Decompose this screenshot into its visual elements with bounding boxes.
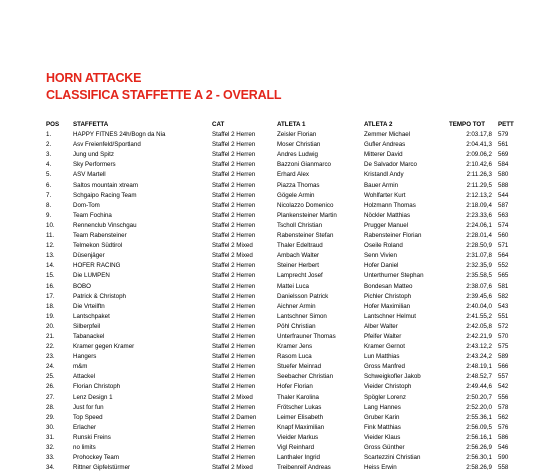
table-row (46, 413, 514, 423)
cell-team: Prohockey Team (73, 454, 119, 462)
cell-category: Staffel 2 Herren (212, 343, 256, 351)
cell-total-time: 2:48.19,1 (466, 363, 492, 371)
cell-team: Sky Performers (73, 161, 116, 169)
cell-team: Attackel (73, 373, 96, 381)
cell-total-time: 2:43.24,2 (466, 353, 492, 361)
cell-bib: 561 (498, 141, 509, 149)
cell-bib: 590 (498, 454, 509, 462)
cell-position: 23. (46, 353, 55, 361)
cell-bib: 560 (498, 232, 509, 240)
table-row (46, 292, 514, 302)
cell-category: Staffel 2 Herren (212, 403, 256, 411)
cell-athlete-2: Gross Günther (364, 444, 405, 451)
cell-athlete-2: Senn Vivien (364, 252, 397, 260)
table-row (46, 160, 514, 170)
cell-total-time: 2:50.20,7 (466, 393, 492, 401)
cell-bib: 570 (498, 332, 509, 340)
cell-team: Lantschpaket (73, 312, 110, 320)
cell-position: 30. (46, 423, 55, 431)
table-row (46, 150, 514, 160)
cell-athlete-1: Frötscher Lukas (277, 403, 322, 411)
column-header-athlete-1: ATLETA 1 (277, 121, 306, 128)
cell-total-time: 2:48.52,7 (466, 373, 492, 381)
cell-athlete-2: Schweigkofler Jakob (364, 373, 421, 381)
cell-position: 31. (46, 433, 55, 441)
column-header-team: STAFFETTA (73, 121, 109, 128)
cell-bib: 566 (498, 363, 509, 371)
cell-athlete-1: Plankensteiner Martin (277, 211, 337, 219)
cell-total-time: 2:41.55,2 (466, 312, 492, 320)
cell-category: Staffel 2 Mixed (212, 393, 253, 401)
cell-position: 10. (46, 221, 55, 229)
cell-team: Team Rabensteiner (73, 232, 127, 240)
cell-position: 3. (46, 151, 52, 159)
column-header-athlete-2: ATLETA 2 (364, 121, 393, 128)
cell-total-time: 2:12.13,2 (466, 191, 492, 199)
cell-total-time: 2:35.58,5 (466, 272, 492, 280)
cell-position: 7. (46, 191, 52, 199)
cell-category: Staffel 2 Herren (212, 171, 256, 179)
cell-bib: 584 (498, 161, 509, 169)
results-table (46, 120, 514, 473)
cell-total-time: 2:58.26,9 (466, 464, 492, 472)
cell-athlete-1: Treibenreif Andreas (277, 464, 331, 472)
table-body (46, 130, 514, 473)
cell-athlete-2: Pfeifer Walter (364, 332, 402, 340)
cell-total-time: 2:18.09,4 (466, 201, 492, 209)
cell-bib: 586 (498, 433, 509, 441)
cell-total-time: 2:49.44,6 (466, 383, 492, 391)
table-row (46, 463, 514, 473)
cell-athlete-1: Andres Ludwig (277, 151, 318, 159)
table-row (46, 443, 514, 453)
cell-athlete-1: Rabensteiner Stefan (277, 232, 334, 240)
cell-bib: 543 (498, 302, 509, 310)
cell-team: Die LUMPEN (73, 272, 110, 280)
cell-athlete-1: Gögele Armin (277, 191, 315, 199)
cell-position: 14. (46, 262, 55, 270)
table-row (46, 181, 514, 191)
cell-category: Staffel 2 Damen (212, 413, 257, 421)
cell-athlete-2: Kristandl Andy (364, 171, 404, 179)
cell-total-time: 2:23.33,6 (466, 211, 492, 219)
cell-position: 15. (46, 272, 55, 280)
cell-athlete-2: Prugger Manuel (364, 221, 409, 229)
cell-position: 24. (46, 363, 55, 371)
cell-team: Dom-Tom (73, 201, 100, 209)
cell-category: Staffel 2 Herren (212, 161, 256, 169)
cell-team: Florian Christoph (73, 383, 121, 391)
cell-bib: 563 (498, 211, 509, 219)
cell-category: Staffel 2 Herren (212, 423, 256, 431)
table-row (46, 271, 514, 281)
cell-team: Tabanackel (73, 332, 105, 340)
cell-bib: 569 (498, 151, 509, 159)
cell-bib: 587 (498, 201, 509, 209)
column-header-category: CAT (212, 121, 225, 128)
cell-category: Staffel 2 Herren (212, 292, 256, 300)
cell-bib: 578 (498, 403, 509, 411)
table-row (46, 201, 514, 211)
cell-position: 12. (46, 242, 55, 250)
cell-bib: 564 (498, 252, 509, 260)
table-row (46, 211, 514, 221)
cell-athlete-2: Gruber Karin (364, 413, 400, 421)
cell-position: 26. (46, 383, 55, 391)
cell-athlete-2: Gufler Andreas (364, 141, 406, 149)
cell-category: Staffel 2 Herren (212, 211, 256, 219)
cell-athlete-1: Lanthaler Ingrid (277, 454, 320, 462)
cell-team: Jung und Spitz (73, 151, 114, 159)
cell-category: Staffel 2 Herren (212, 322, 256, 330)
cell-team: Top Speed (73, 413, 103, 421)
cell-team: no limits (73, 444, 96, 451)
cell-total-time: 2:10.42,6 (466, 161, 492, 169)
cell-position: 27. (46, 393, 55, 401)
cell-athlete-1: Pöhl Christian (277, 322, 316, 330)
cell-position: 4. (46, 161, 52, 169)
cell-athlete-2: Unterthurner Stephan (364, 272, 424, 280)
cell-team: Runski Freins (73, 433, 111, 441)
table-header-row (46, 120, 514, 130)
cell-category: Staffel 2 Herren (212, 151, 256, 159)
cell-athlete-2: Scartezzini Christian (364, 454, 421, 462)
cell-bib: 580 (498, 171, 509, 179)
column-header-pos: POS (46, 121, 60, 128)
cell-bib: 552 (498, 262, 509, 270)
cell-athlete-1: Unterfrauner Thomas (277, 332, 336, 340)
cell-total-time: 2:56.26,9 (466, 444, 492, 451)
cell-position: 19. (46, 312, 55, 320)
event-title: HORN ATTACKE (46, 71, 142, 85)
cell-position: 5. (46, 171, 52, 179)
table-row (46, 251, 514, 261)
cell-category: Staffel 2 Herren (212, 454, 256, 462)
cell-athlete-1: Mattei Luca (277, 282, 309, 290)
cell-category: Staffel 2 Herren (212, 201, 256, 209)
cell-team: Erlacher (73, 423, 97, 431)
cell-total-time: 2:56.09,5 (466, 423, 492, 431)
table-row (46, 322, 514, 332)
cell-category: Staffel 2 Herren (212, 353, 256, 361)
cell-category: Staffel 2 Herren (212, 262, 256, 270)
cell-position: 9. (46, 211, 52, 219)
cell-bib: 572 (498, 322, 509, 330)
cell-category: Staffel 2 Herren (212, 181, 256, 189)
cell-team: HOFER RACING (73, 262, 121, 270)
cell-athlete-1: Rasom Luca (277, 353, 312, 361)
cell-position: 2. (46, 141, 52, 149)
cell-team: Lenz Design 1 (73, 393, 113, 401)
cell-bib: 579 (498, 131, 509, 139)
cell-team: Patrick & Christoph (73, 292, 126, 300)
table-row (46, 423, 514, 433)
cell-athlete-2: Wohlfarter Kurt (364, 191, 406, 199)
cell-category: Staffel 2 Herren (212, 444, 256, 451)
table-row (46, 312, 514, 322)
cell-team: Saltos mountain xtream (73, 181, 138, 189)
cell-athlete-2: Lantschner Helmut (364, 312, 416, 320)
table-row (46, 221, 514, 231)
cell-position: 20. (46, 322, 55, 330)
cell-category: Staffel 2 Mixed (212, 464, 253, 472)
cell-team: Silberpfeil (73, 322, 101, 330)
cell-category: Staffel 2 Herren (212, 131, 256, 139)
cell-athlete-1: Nicolazzo Domenico (277, 201, 334, 209)
cell-team: Die Vrteilftn (73, 302, 105, 310)
cell-total-time: 2:11.26,3 (466, 171, 492, 179)
cell-total-time: 2:32.35,9 (466, 262, 492, 270)
cell-athlete-2: Kramer Gernot (364, 343, 405, 351)
cell-position: 32. (46, 444, 55, 451)
cell-total-time: 2:52.20,0 (466, 403, 492, 411)
cell-total-time: 2:39.45,6 (466, 292, 492, 300)
column-header-total-time: TEMPO TOT (449, 121, 485, 128)
table-row (46, 140, 514, 150)
cell-position: 21. (46, 332, 55, 340)
table-row (46, 261, 514, 271)
cell-athlete-1: Zeisler Florian (277, 131, 317, 139)
cell-bib: 582 (498, 292, 509, 300)
cell-team: ASV Martell (73, 171, 106, 179)
cell-total-time: 2:24.06,1 (466, 221, 492, 229)
cell-team: BOBO (73, 282, 91, 290)
cell-bib: 556 (498, 393, 509, 401)
cell-team: Asv Freienfeld/Sportland (73, 141, 141, 149)
cell-team: m&m (73, 363, 88, 371)
cell-bib: 546 (498, 444, 509, 451)
cell-position: 34. (46, 464, 55, 472)
cell-position: 29. (46, 413, 55, 421)
cell-team: Hangers (73, 353, 97, 361)
cell-athlete-2: Mitterer David (364, 151, 403, 159)
cell-athlete-2: Pichler Christoph (364, 292, 412, 300)
cell-bib: 588 (498, 181, 509, 189)
cell-bib: 544 (498, 191, 509, 199)
cell-team: HAPPY FITNES 24h/Bogn da Nia (73, 131, 166, 139)
cell-athlete-2: Zemmer Michael (364, 131, 411, 139)
cell-athlete-1: Ambach Walter (277, 252, 320, 260)
cell-athlete-1: Seebacher Christian (277, 373, 334, 381)
cell-athlete-1: Vigl Reinhard (277, 444, 315, 451)
cell-category: Staffel 2 Herren (212, 312, 256, 320)
cell-athlete-1: Piazza Thomas (277, 181, 320, 189)
cell-athlete-1: Danielsson Patrick (277, 292, 329, 300)
cell-team: Düsenjäger (73, 252, 105, 260)
cell-bib: 574 (498, 221, 509, 229)
cell-athlete-2: Lun Matthias (364, 353, 400, 361)
cell-team: Rennenclub Vinschgau (73, 221, 137, 229)
cell-category: Staffel 2 Herren (212, 282, 256, 290)
cell-total-time: 2:55.36,1 (466, 413, 492, 421)
cell-athlete-2: Hofer Daniel (364, 262, 399, 270)
cell-athlete-2: Fink Matthias (364, 423, 401, 431)
table-row (46, 362, 514, 372)
cell-bib: 562 (498, 413, 509, 421)
cell-total-time: 2:04.41,3 (466, 141, 492, 149)
cell-athlete-2: Spögler Lorenz (364, 393, 406, 401)
table-row (46, 231, 514, 241)
cell-athlete-1: Bazzoni Gianmarco (277, 161, 331, 169)
cell-athlete-1: Erhard Alex (277, 171, 309, 179)
cell-athlete-2: Holzmann Thomas (364, 201, 416, 209)
cell-category: Staffel 2 Herren (212, 221, 256, 229)
column-header-bib: PETT (498, 121, 514, 128)
cell-total-time: 2:42.21,9 (466, 332, 492, 340)
cell-category: Staffel 2 Herren (212, 191, 256, 199)
cell-team: Rittner Gipfelstürmer (73, 464, 131, 472)
table-row (46, 282, 514, 292)
cell-category: Staffel 2 Herren (212, 383, 256, 391)
cell-team: Team Fochina (73, 211, 112, 219)
cell-category: Staffel 2 Herren (212, 332, 256, 340)
cell-position: 33. (46, 454, 55, 462)
cell-athlete-1: Leimer Elisabeth (277, 413, 324, 421)
cell-athlete-2: Heiss Erwin (364, 464, 397, 472)
table-row (46, 372, 514, 382)
cell-athlete-2: Oseile Roland (364, 242, 403, 250)
cell-position: 22. (46, 343, 55, 351)
cell-total-time: 2:09.06,2 (466, 151, 492, 159)
table-row (46, 403, 514, 413)
cell-total-time: 2:40.04,0 (466, 302, 492, 310)
table-row (46, 433, 514, 443)
cell-athlete-2: Vieider Klaus (364, 433, 401, 441)
cell-athlete-2: Nöckler Matthias (364, 211, 411, 219)
cell-bib: 589 (498, 353, 509, 361)
cell-athlete-1: Kramer Jens (277, 343, 313, 351)
cell-bib: 557 (498, 373, 509, 381)
page-header (46, 70, 281, 104)
table-row (46, 332, 514, 342)
cell-athlete-2: Bondesan Matteo (364, 282, 413, 290)
cell-athlete-1: Lamprecht Josef (277, 272, 323, 280)
cell-total-time: 2:28.50,9 (466, 242, 492, 250)
cell-position: 1. (46, 131, 52, 139)
table-row (46, 130, 514, 140)
table-row (46, 382, 514, 392)
ranking-title: CLASSIFICA STAFFETTE A 2 - OVERALL (46, 88, 282, 102)
cell-athlete-2: Lang Hannes (364, 403, 401, 411)
cell-athlete-1: Aichner Armin (277, 302, 316, 310)
cell-team: Kramer gegen Kramer (73, 343, 135, 351)
table-row (46, 241, 514, 251)
cell-athlete-1: Stuefer Meinrad (277, 363, 322, 371)
cell-athlete-2: Vieider Christoph (364, 383, 412, 391)
cell-athlete-2: Rabensteiner Florian (364, 232, 422, 240)
cell-total-time: 2:56.30,1 (466, 454, 492, 462)
cell-category: Staffel 2 Herren (212, 232, 256, 240)
cell-category: Staffel 2 Herren (212, 363, 256, 371)
cell-category: Staffel 2 Herren (212, 302, 256, 310)
cell-athlete-1: Steiner Herbert (277, 262, 319, 270)
cell-total-time: 2:43.12,2 (466, 343, 492, 351)
cell-bib: 558 (498, 464, 509, 472)
cell-athlete-1: Vieider Markus (277, 433, 319, 441)
cell-team: Schgaipo Racing Team (73, 191, 137, 199)
cell-bib: 565 (498, 272, 509, 280)
cell-bib: 581 (498, 282, 509, 290)
cell-athlete-1: Thaler Karolina (277, 393, 319, 401)
cell-athlete-1: Thaler Edeltraud (277, 242, 323, 250)
cell-bib: 575 (498, 343, 509, 351)
cell-team: Just for fun (73, 403, 104, 411)
cell-position: 8. (46, 201, 52, 209)
cell-athlete-2: Alber Walter (364, 322, 398, 330)
cell-category: Staffel 2 Herren (212, 373, 256, 381)
cell-category: Staffel 2 Mixed (212, 252, 253, 260)
cell-athlete-1: Knapf Maximilian (277, 423, 325, 431)
cell-total-time: 2:38.07,6 (466, 282, 492, 290)
table-row (46, 170, 514, 180)
cell-position: 25. (46, 373, 55, 381)
table-row (46, 352, 514, 362)
cell-athlete-1: Moser Christian (277, 141, 321, 149)
table-row (46, 302, 514, 312)
cell-bib: 571 (498, 242, 509, 250)
cell-bib: 576 (498, 423, 509, 431)
cell-category: Staffel 2 Herren (212, 141, 256, 149)
cell-position: 13. (46, 252, 55, 260)
table-row (46, 191, 514, 201)
cell-athlete-2: Gross Manfred (364, 363, 405, 371)
cell-total-time: 2:42.05,8 (466, 322, 492, 330)
table-row (46, 393, 514, 403)
table-row (46, 342, 514, 352)
cell-total-time: 2:56.16,1 (466, 433, 492, 441)
cell-position: 11. (46, 232, 55, 240)
cell-athlete-2: Bauer Armin (364, 181, 399, 189)
cell-athlete-1: Tscholl Christian (277, 221, 323, 229)
cell-total-time: 2:11.29,5 (466, 181, 492, 189)
cell-position: 16. (46, 282, 55, 290)
cell-athlete-2: Hofer Maximilian (364, 302, 411, 310)
cell-athlete-1: Hofer Florian (277, 383, 313, 391)
cell-category: Staffel 2 Herren (212, 272, 256, 280)
cell-category: Staffel 2 Herren (212, 433, 256, 441)
cell-total-time: 2:28.01,4 (466, 232, 492, 240)
cell-total-time: 2:31.07,8 (466, 252, 492, 260)
cell-category: Staffel 2 Mixed (212, 242, 253, 250)
cell-position: 18. (46, 302, 55, 310)
cell-position: 6. (46, 181, 52, 189)
cell-position: 17. (46, 292, 55, 300)
cell-athlete-2: De Salvador Marco (364, 161, 417, 169)
cell-bib: 542 (498, 383, 509, 391)
cell-athlete-1: Lantschner Simon (277, 312, 327, 320)
cell-position: 28. (46, 403, 55, 411)
cell-team: Telmekon Südtirol (73, 242, 123, 250)
cell-bib: 551 (498, 312, 509, 320)
cell-total-time: 2:03.17,8 (466, 131, 492, 139)
